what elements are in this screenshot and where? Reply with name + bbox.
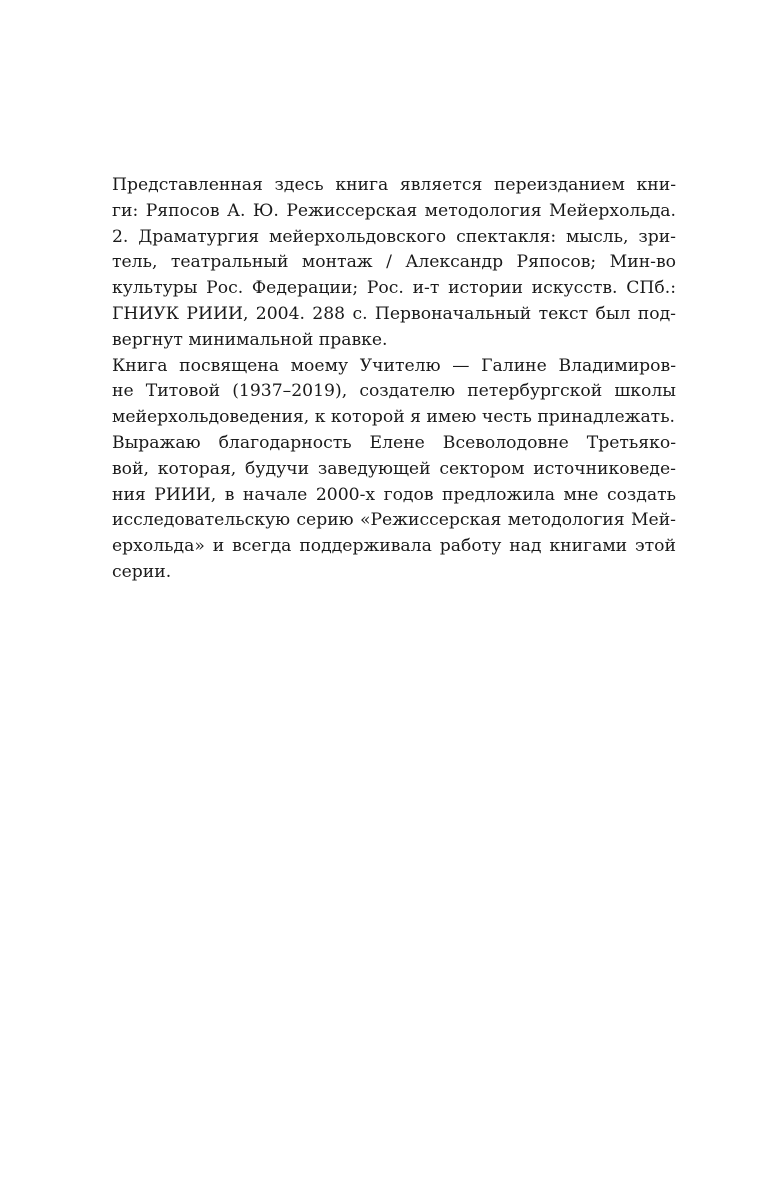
body-text — [84, 173, 676, 586]
text-line: ния РИИИ, в начале 2000-х годов предложила мне создать — [112, 484, 676, 505]
text-line: ГНИУК РИИИ, 2004. 288 с. Первоначальный текст был под- — [112, 303, 676, 324]
text-line: 2. Драматургия мейерхольдовского спектакля: мысль, зри- — [112, 226, 676, 247]
text-line: ги: Ряпосов А. Ю. Режиссерская методология Мейерхольда. — [112, 200, 676, 221]
text-line: ерхольда» и всегда поддерживала работу над книгами этой — [112, 536, 676, 557]
paragraph-reprint-note — [84, 173, 676, 354]
paragraph-acknowledgement — [84, 431, 676, 586]
text-line: вой, которая, будучи заведующей сектором источниковеде- — [112, 458, 676, 479]
text-line: Представленная здесь книга является переизданием кни- — [112, 175, 676, 195]
text-line: Выражаю благодарность Елене Всеволодовне Третьяко- — [112, 432, 676, 453]
text-line: Книга посвящена моему Учителю — Галине Владимиров- — [112, 355, 676, 376]
text-line: мейерхольдоведения, к которой я имею честь принадлежать. — [112, 407, 676, 428]
paragraph-dedication — [84, 354, 676, 431]
text-line: культуры Рос. Федерации; Рос. и-т истории искусств. СПб.: — [112, 278, 676, 299]
text-line: серии. — [112, 561, 172, 582]
text-line: тель, театральный монтаж / Александр Ряпосов; Мин-во — [112, 252, 676, 273]
text-line: не Титовой (1937–2019), создателю петербургской школы — [112, 381, 676, 402]
text-line: исследовательскую серию «Режиссерская методология Мей- — [112, 510, 676, 531]
text-line: вергнут минимальной правке. — [112, 329, 388, 350]
